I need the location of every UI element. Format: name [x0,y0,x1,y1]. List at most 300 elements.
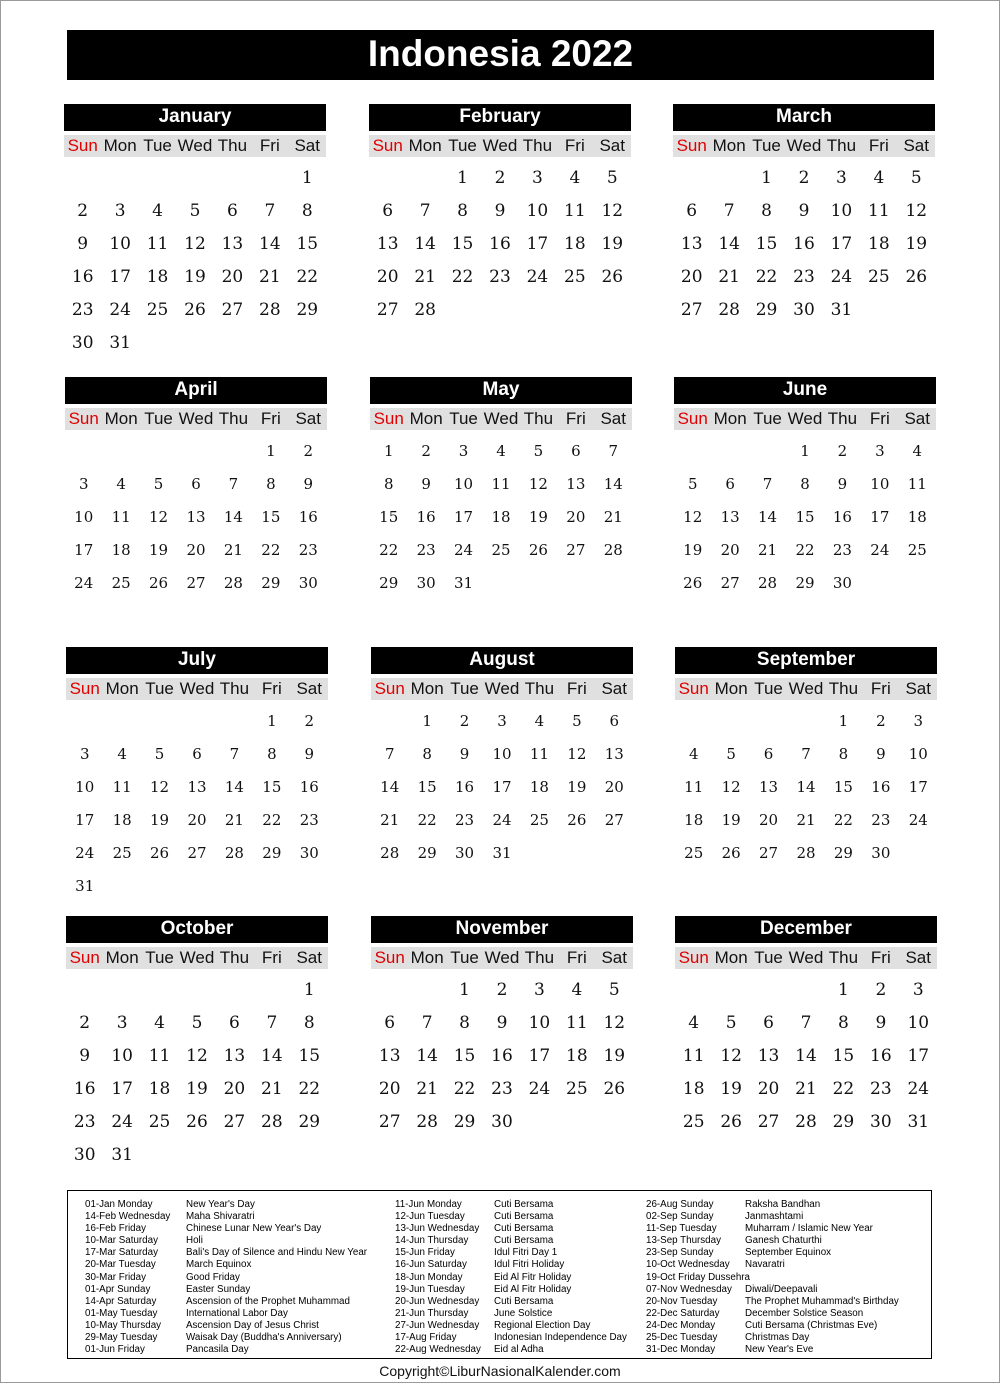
day-cell: 18 [148,1079,171,1099]
weekday-label: Sun [372,136,403,155]
weekday-label: Thu [522,136,553,155]
holiday-date: 01-Apr Sunday [85,1283,151,1295]
holiday-name: Waisak Day (Buddha's Anniversary) [186,1332,342,1344]
holiday-row [85,1235,203,1247]
empty-day-cell [712,974,749,1007]
month-header: July [66,647,328,674]
month-header: September [675,647,937,674]
holiday-row [646,1332,810,1344]
holiday-date: 31-Dec Monday [646,1344,716,1356]
day-cell: 19 [186,1079,208,1099]
holiday-date: 10-Mar Saturday [85,1235,158,1247]
day-cell: 4 [873,168,885,188]
holiday-row [395,1247,558,1259]
day-cell: 18 [529,778,549,796]
day-cell: 25 [684,844,704,862]
holiday-name: New Year's Eve [745,1344,814,1356]
day-cell: 10 [454,475,474,493]
day-cell: 25 [146,300,169,320]
weekday-label: Sat [601,948,627,967]
day-cell: 16 [73,1079,96,1099]
holiday-row [646,1247,832,1259]
empty-day-cell [178,974,215,1007]
day-cell: 23 [416,541,436,559]
day-cell: 1 [383,442,394,460]
day-cell: 14 [414,234,436,254]
holiday-row [646,1307,864,1320]
day-cell: 19 [184,267,206,287]
day-cell: 29 [379,574,399,592]
day-cell: 1 [457,168,468,188]
day-cell: 3 [458,442,469,460]
weekday-label: Tue [754,948,783,967]
day-cell: 22 [296,267,319,287]
holiday-date: 17-Aug Friday [395,1332,457,1344]
weekday-label: Tue [145,948,174,967]
day-cell: 31 [907,1112,930,1132]
month-july [66,647,328,903]
holiday-name: Ascension Day of Jesus Christ [186,1319,319,1331]
empty-day-cell [215,435,252,468]
day-grid [65,435,327,600]
day-cell: 11 [111,508,131,526]
weekday-label: Wed [178,409,214,428]
holiday-name: Chinese Lunar New Year's Day [186,1223,322,1235]
day-cell: 13 [223,1046,246,1066]
day-cell: 19 [601,234,624,254]
day-cell: 12 [601,201,624,221]
holiday-name: Janmashtami [745,1211,804,1223]
day-cell: 12 [721,778,741,796]
day-cell: 22 [298,1079,321,1099]
day-cell: 27 [378,1112,401,1132]
day-cell: 9 [459,745,470,763]
day-cell: 6 [763,745,774,763]
month-header: March [673,104,935,131]
day-cell: 13 [378,1046,401,1066]
day-cell: 15 [296,234,319,254]
day-cell: 13 [186,508,206,526]
day-cell: 26 [528,541,548,559]
day-cell: 17 [870,508,890,526]
empty-day-cell [371,974,408,1007]
day-cell: 9 [876,745,886,763]
holiday-row [395,1307,553,1320]
day-cell: 5 [725,1013,737,1033]
holiday-date: 13-Jun Wednesday [395,1223,480,1235]
day-cell: 28 [603,541,623,559]
day-cell: 10 [111,1046,133,1066]
day-cell: 9 [79,1046,91,1066]
day-cell: 19 [720,1079,742,1099]
day-cell: 7 [801,745,811,763]
day-cell: 23 [871,811,891,829]
day-cell: 24 [908,811,928,829]
day-cell: 24 [830,267,853,287]
day-cell: 27 [186,574,206,592]
day-cell: 5 [608,980,620,1000]
day-cell: 21 [416,1079,438,1099]
weekday-label: Fri [259,136,280,155]
day-cell: 4 [154,1013,165,1033]
day-cell: 5 [726,745,736,763]
weekday-label: Sun [678,948,709,967]
day-cell: 26 [149,574,169,592]
day-cell: 5 [687,475,698,493]
day-cell: 3 [79,745,90,763]
day-cell: 19 [603,1046,626,1066]
day-cell: 12 [603,1013,626,1033]
holiday-date: 23-Sep Sunday [646,1247,714,1259]
day-cell: 23 [299,811,319,829]
holiday-name: Holi [186,1235,203,1247]
day-cell: 6 [609,712,620,730]
holiday-date: 16-Feb Friday [85,1223,146,1235]
day-cell: 11 [529,745,549,763]
day-cell: 23 [71,300,94,320]
day-cell: 18 [146,267,169,287]
weekday-header [371,678,633,700]
day-cell: 31 [454,574,474,592]
empty-day-cell [787,705,824,738]
holiday-date: 29-May Tuesday [85,1332,158,1344]
day-cell: 21 [718,267,740,287]
day-cell: 18 [684,811,704,829]
day-cell: 29 [795,574,815,592]
day-cell: 2 [876,712,886,730]
holiday-name: Cuti Bersama [494,1199,554,1210]
day-cell: 24 [74,574,94,592]
day-cell: 14 [261,1046,283,1066]
day-cell: 27 [759,844,779,862]
day-cell: 23 [870,1079,892,1099]
empty-day-cell [177,435,214,468]
day-cell: 21 [259,267,281,287]
weekday-label: Fri [565,409,586,428]
holiday-row [395,1259,565,1271]
weekday-label: Wed [787,409,823,428]
day-cell: 4 [688,745,699,763]
day-cell: 4 [534,712,545,730]
day-cell: 7 [384,745,395,763]
holiday-row [646,1283,818,1296]
day-cell: 1 [800,442,810,460]
day-cell: 7 [229,745,240,763]
day-cell: 8 [838,1013,849,1033]
day-cell: 7 [421,1013,433,1033]
weekday-label: Sat [601,679,627,698]
day-cell: 29 [261,574,281,592]
holiday-name: Good Friday [186,1271,240,1283]
day-cell: 4 [569,168,581,188]
holiday-column [85,1199,368,1356]
day-cell: 13 [376,234,399,254]
day-cell: 25 [564,267,586,287]
holiday-name: Cuti Bersama [494,1211,554,1223]
day-cell: 22 [755,267,778,287]
weekday-label: Sun [69,679,100,698]
day-cell: 25 [111,574,131,592]
holiday-row [395,1283,572,1296]
holiday-row [395,1295,554,1308]
holiday-date: 10-Oct Wednesday [646,1259,730,1271]
day-cell: 22 [451,267,474,287]
holiday-list [67,1190,932,1359]
day-cell: 29 [298,1112,321,1132]
empty-day-cell [787,974,824,1007]
empty-day-cell [216,974,253,1007]
weekday-header [66,678,328,700]
day-cell: 2 [303,442,314,460]
day-cell: 3 [78,475,89,493]
holiday-date: 13-Sep Thursday [646,1235,721,1247]
holiday-date: 14-Jun Thursday [395,1235,469,1247]
day-cell: 14 [603,475,623,493]
day-cell: 7 [608,442,619,460]
holiday-row [646,1259,785,1271]
day-cell: 22 [833,811,853,829]
day-grid [64,162,326,360]
month-header: April [65,377,327,404]
holiday-date: 24-Dec Monday [646,1319,716,1331]
day-cell: 20 [221,267,244,287]
empty-day-cell [140,435,177,468]
weekday-header [370,408,632,430]
day-cell: 1 [267,712,277,730]
day-cell: 20 [604,778,624,796]
day-cell: 27 [187,844,207,862]
holiday-row [395,1319,591,1332]
day-cell: 16 [491,1046,513,1066]
holiday-date: 22-Aug Wednesday [395,1344,481,1356]
day-cell: 13 [757,1046,780,1066]
day-cell: 30 [416,574,436,592]
day-cell: 21 [224,811,244,829]
day-cell: 9 [494,201,506,221]
day-cell: 14 [224,778,244,796]
day-cell: 23 [298,541,318,559]
weekday-label: Mon [105,948,139,967]
day-cell: 30 [871,844,891,862]
day-cell: 19 [683,541,703,559]
weekday-label: Sat [599,136,625,155]
weekday-label: Tue [450,948,479,967]
weekday-label: Tue [143,136,172,155]
day-cell: 19 [150,811,170,829]
holiday-date: 20-Jun Wednesday [395,1295,480,1307]
weekday-header [675,947,937,969]
holiday-name: Eid Al Fitr Holiday [494,1271,572,1283]
day-cell: 30 [870,1112,892,1132]
day-cell: 23 [455,811,475,829]
day-cell: 22 [453,1079,476,1099]
weekday-header [675,678,937,700]
holiday-date: 27-Jun Wednesday [395,1319,480,1331]
day-cell: 22 [417,811,437,829]
holiday-name: New Year's Day [186,1199,255,1210]
day-cell: 11 [146,234,169,254]
holiday-date: 19-Jun Tuesday [395,1283,465,1295]
day-cell: 13 [221,234,244,254]
day-cell: 3 [497,712,507,730]
day-cell: 23 [793,267,815,287]
day-cell: 21 [795,1079,817,1099]
holiday-date: 02-Sep Sunday [646,1211,714,1223]
day-grid [66,705,328,903]
weekday-label: Mon [104,409,138,428]
day-cell: 28 [414,300,436,320]
day-cell: 2 [79,1013,91,1033]
day-cell: 1 [266,442,276,460]
day-cell: 21 [380,811,400,829]
day-cell: 14 [416,1046,438,1066]
day-cell: 1 [838,712,849,730]
day-cell: 26 [603,1079,626,1099]
month-november [371,916,633,1139]
day-cell: 19 [721,811,741,829]
day-cell: 3 [532,168,543,188]
day-cell: 8 [457,201,468,221]
day-cell: 8 [800,475,810,493]
holiday-name: Pancasila Day [186,1344,249,1356]
holiday-date: 20-Nov Tuesday [646,1295,718,1307]
weekday-label: Fri [868,136,889,155]
holiday-date: 25-Dec Tuesday [646,1332,718,1344]
empty-day-cell [216,705,253,738]
holiday-row [85,1307,288,1320]
day-cell: 20 [680,267,703,287]
day-cell: 24 [526,267,549,287]
day-cell: 13 [680,234,703,254]
weekday-label: Wed [484,679,520,698]
month-june [674,377,936,600]
day-cell: 3 [116,1013,128,1033]
day-cell: 7 [800,1013,812,1033]
holiday-column [646,1199,899,1356]
day-cell: 7 [723,201,735,221]
day-cell: 23 [832,541,852,559]
day-cell: 20 [757,1079,780,1099]
day-cell: 5 [189,201,201,221]
day-cell: 18 [682,1079,705,1099]
weekday-label: Wed [483,409,519,428]
day-cell: 29 [417,844,437,862]
month-header: February [369,104,631,131]
day-cell: 8 [459,1013,470,1033]
weekday-label: Sun [678,679,709,698]
weekday-label: Thu [524,679,555,698]
day-cell: 26 [720,1112,742,1132]
day-cell: 9 [421,475,431,493]
day-cell: 6 [725,475,735,493]
day-cell: 6 [192,745,202,763]
holiday-row [85,1283,251,1296]
day-cell: 14 [223,508,243,526]
day-grid [675,974,937,1139]
holiday-date: 07-Nov Wednesday [646,1283,732,1295]
day-cell: 28 [416,1112,438,1132]
holiday-date: 18-Jun Monday [395,1271,463,1283]
weekday-label: Mon [410,948,444,967]
holiday-row [85,1199,255,1211]
holiday-name: Bali's Day of Silence and Hindu New Year [186,1247,368,1259]
holiday-date: 11-Jun Monday [395,1199,462,1210]
day-cell: 23 [491,1079,513,1099]
day-cell: 13 [604,745,624,763]
day-cell: 2 [798,168,810,188]
day-cell: 30 [73,1145,96,1165]
day-grid [673,162,935,327]
day-cell: 15 [379,508,399,526]
day-cell: 22 [832,1079,855,1099]
day-cell: 31 [111,1145,133,1165]
weekday-label: Tue [145,679,174,698]
weekday-label: Fri [564,136,585,155]
holiday-row [85,1259,252,1271]
day-cell: 29 [833,844,853,862]
holiday-name: International Labor Day [186,1307,288,1319]
day-cell: 21 [796,811,816,829]
weekday-label: Thu [828,679,859,698]
weekday-label: Sun [676,136,707,155]
day-cell: 8 [266,475,276,493]
weekday-header [673,135,935,157]
day-cell: 16 [489,234,511,254]
day-cell: 2 [494,168,506,188]
weekday-label: Thu [218,409,249,428]
day-cell: 9 [77,234,89,254]
day-cell: 20 [378,1079,401,1099]
day-cell: 16 [416,508,436,526]
weekday-label: Mon [103,136,137,155]
day-cell: 30 [298,574,318,592]
holiday-row [395,1223,554,1235]
day-cell: 7 [228,475,239,493]
day-cell: 28 [718,300,740,320]
day-cell: 17 [526,234,549,254]
day-cell: 17 [111,1079,133,1099]
holiday-name: Cuti Bersama (Christmas Eve) [745,1319,878,1331]
day-cell: 12 [905,201,928,221]
day-cell: 3 [534,980,545,1000]
weekday-label: Sat [295,409,321,428]
day-cell: 26 [150,844,170,862]
day-cell: 18 [868,234,890,254]
weekday-label: Sun [374,679,405,698]
day-grid [371,974,633,1139]
weekday-header [66,947,328,969]
day-cell: 16 [870,1046,892,1066]
empty-day-cell [141,974,178,1007]
day-cell: 30 [299,844,319,862]
day-cell: 8 [838,745,849,763]
day-cell: 14 [758,508,778,526]
day-cell: 21 [603,508,623,526]
holiday-row [646,1295,899,1308]
day-cell: 6 [571,442,581,460]
day-cell: 18 [564,234,586,254]
weekday-label: Tue [752,136,781,155]
weekday-label: Wed [484,948,520,967]
day-cell: 10 [526,201,549,221]
day-cell: 6 [191,475,201,493]
holiday-name: Cuti Bersama [494,1235,554,1247]
empty-day-cell [673,162,710,195]
day-grid [675,705,937,870]
month-header: December [675,916,937,943]
holiday-row [646,1235,822,1247]
holiday-name: The Prophet Muhammad's Birthday [745,1295,899,1307]
